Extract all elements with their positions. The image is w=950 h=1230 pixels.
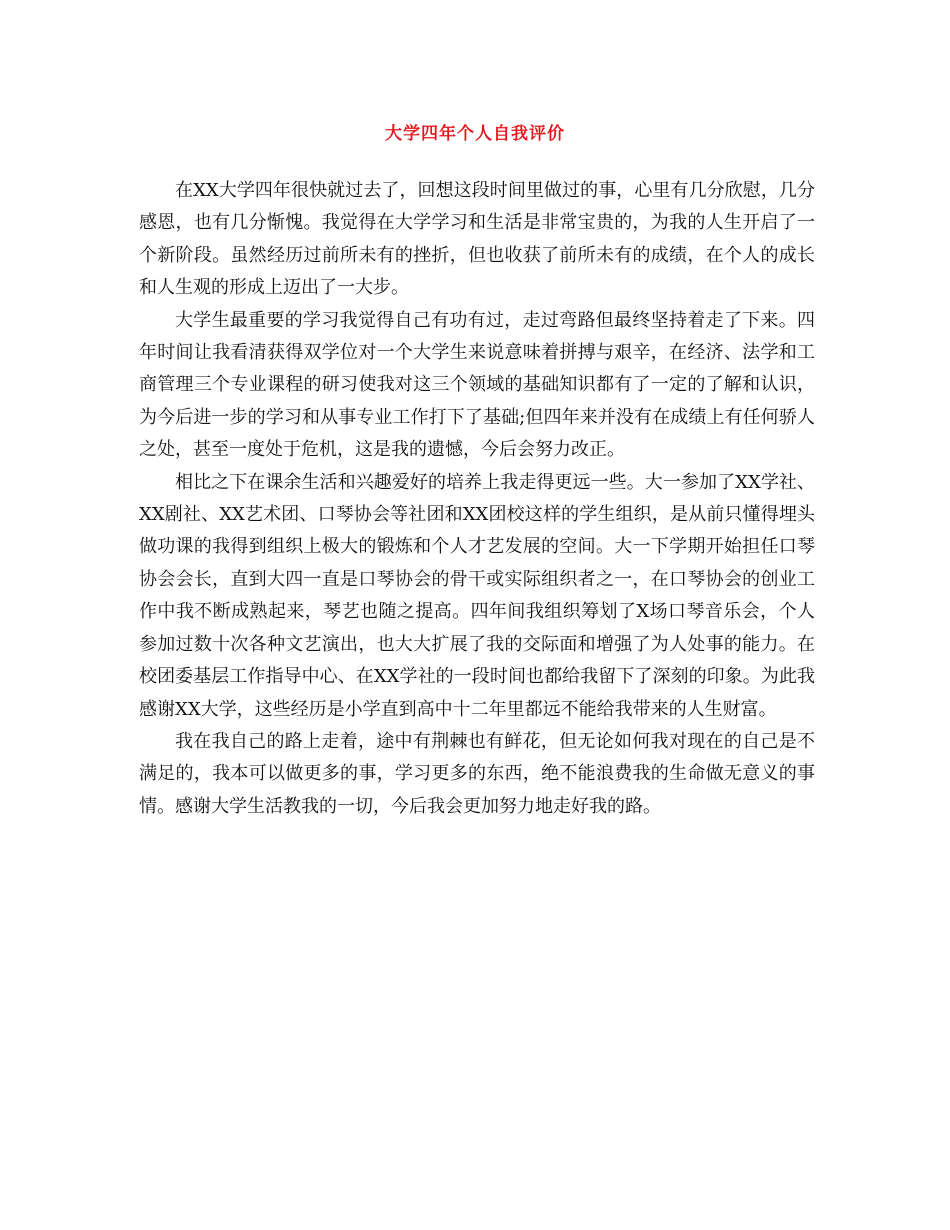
paragraph-1: 在XX大学四年很快就过去了，回想这段时间里做过的事，心里有几分欣慰，几分感恩，也有几分惭愧。我觉得在大学学习和生活是非常宝贵的，为我的人生开启了一个新阶段。虽然经历过前所未有的挫折，但也收获了前所未有的成绩，在个人的成长和人生观的形成上迈出了一大步。 [139,180,815,299]
document-body [139,175,815,823]
paragraph-3: 相比之下在课余生活和兴趣爱好的培养上我走得更远一些。大一参加了XX学社、XX剧社、XX艺术团、口琴协会等社团和XX团校这样的学生组织，是从前只懂得埋头做功课的我得到组织上极大的锻炼和个人才艺发展的空间。大一下学期开始担任口琴协会会长，直到大四一直是口琴协会的骨干或实际组织者之一，在口琴协会的创业工作中我不断成熟起来，琴艺也随之提高。四年间我组织筹划了X场口琴音乐会，个人参加过数十次各种文艺演出，也大大扩展了我的交际面和增强了为人处事的能力。在校团委基层工作指导中心、在XX学社的一段时间也都给我留下了深刻的印象。为此我感谢XX大学，这些经历是小学直到高中十二年里都远不能给我带来的人生财富。 [139,471,815,720]
document-title: 大学四年个人自我评价 [385,124,565,144]
paragraph-4: 我在我自己的路上走着，途中有荆棘也有鲜花，但无论如何我对现在的自己是不满足的，我本可以做更多的事，学习更多的东西，绝不能浪费我的生命做无意义的事情。感谢大学生活教我的一切，今后我会更加努力地走好我的路。 [139,730,815,817]
paragraph-2: 大学生最重要的学习我觉得自己有功有过，走过弯路但最终坚持着走了下来。四年时间让我看清获得双学位对一个大学生来说意味着拼搏与艰辛，在经济、法学和工商管理三个专业课程的研习使我对这三个领域的基础知识都有了一定的了解和认识，为今后进一步的学习和从事专业工作打下了基础;但四年来并没有在成绩上有任何骄人之处，甚至一度处于危机，这是我的遗憾，今后会努力改正。 [139,309,815,461]
